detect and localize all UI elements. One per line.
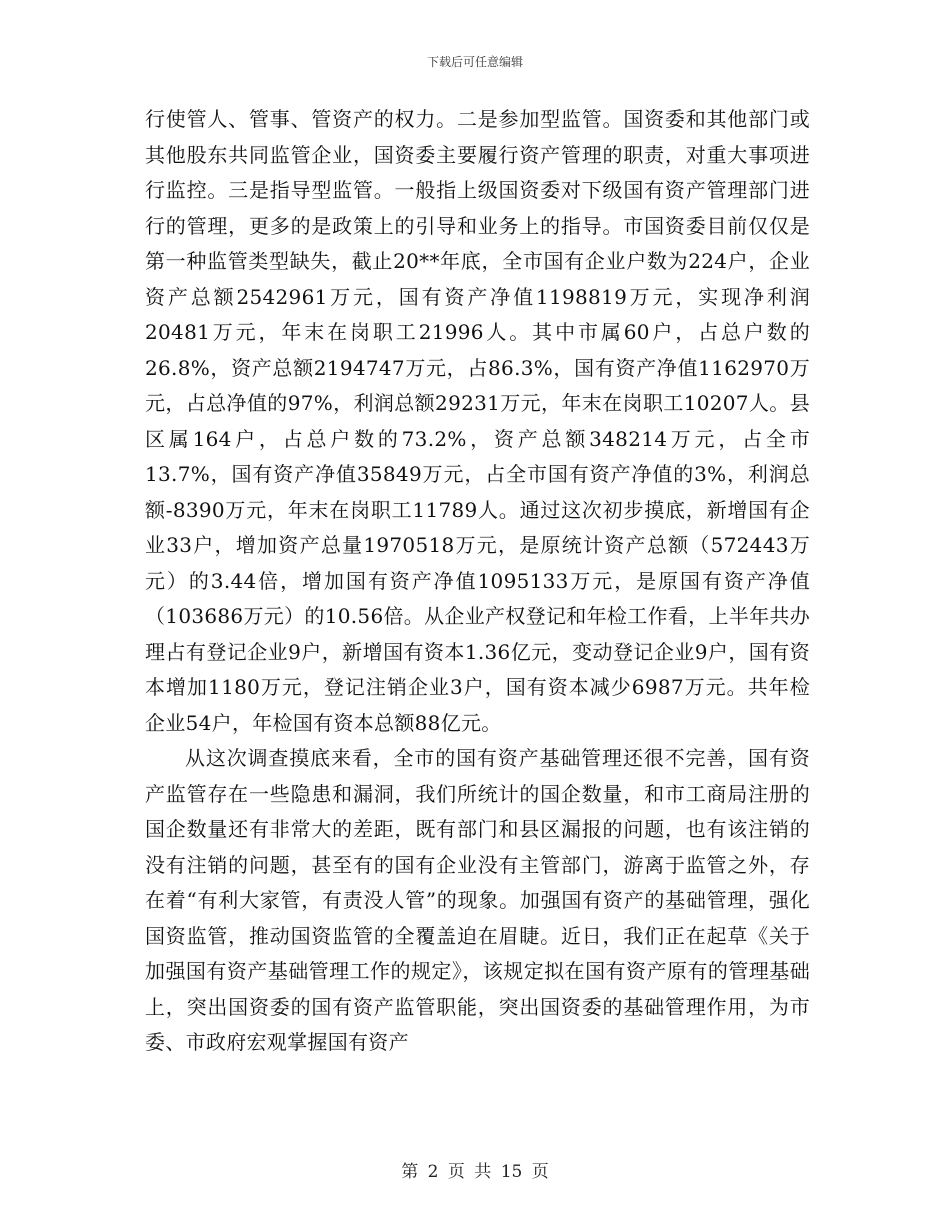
page-header: 下载后可任意编辑 — [426, 55, 523, 69]
paragraph-continuation: 行使管人、管事、管资产的权力。二是参加型监管。国资委和其他部门或其他股东共同监管企业，国资委主要履行资产管理的职责，对重大事项进行监控。三是指导型监管。一般指上级国资委对下级国有资产管理部门进行的管理，更多的是政策上的引导和业务上的指导。市国资委目前仅仅是第一种监管类型缺失，截止20**年底，全市国有企业户数为224户，企业资产总额2542961万元，国有资产净值1198819万元，实现净利润20481万元，年末在岗职工21996人。其中市属60户，占总户数的26.8%，资产总额2194747万元，占86.3%，国有资产净值1162970万元，占总净值的97%，利润总额29231万元，年末在岗职工10207人。县区属164户，占总户数的73.2%，资产总额348214万元，占全市13.7%，国有资产净值35849万元，占全市国有资产净值的3%，利润总额-8390万元，年末在岗职工11789人。通过这次初步摸底，新增国有企业33户，增加资产总量1970518万元，是原统计资产总额（572443万元）的3.44倍，增加国有资产净值1095133万元，是原国有资产净值（103686万元）的10.56倍。从企业产权登记和年检工作看，上半年共办理占有登记企业9户，新增国有资本1.36亿元，变动登记企业9户，国有资本增加1180万元，登记注销企业3户，国有资本减少6987万元。共年检企业54户，年检国有资本总额88亿元。 — [145, 107, 810, 735]
document-body — [145, 102, 810, 1061]
page-number-footer: 第 2 页 共 15 页 — [401, 1162, 549, 1182]
paragraph: 从这次调查摸底来看，全市的国有资产基础管理还很不完善，国有资产监管存在一些隐患和漏洞，我们所统计的国企数量，和市工商局注册的国企数量还有非常大的差距，既有部门和县区漏报的问题，也有该注销的没有注销的问题，甚至有的国有企业没有主管部门，游离于监管之外，存在着“有利大家管，有责没人管”的现象。加强国有资产的基础管理，强化国资监管，推动国资监管的全覆盖迫在眉睫。近日，我们正在起草《关于加强国有资产基础管理工作的规定》，该规定拟在国有资产原有的管理基础上，突出国资委的国有资产监管职能，突出国资委的基础管理作用，为市委、市政府宏观掌握国有资产 — [145, 746, 810, 1054]
